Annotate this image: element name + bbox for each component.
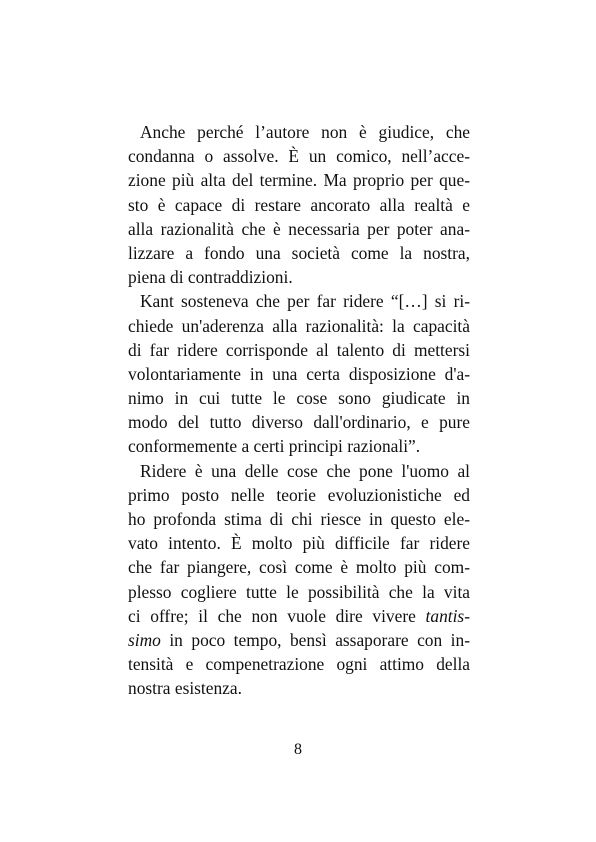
paragraph-1 [128, 120, 470, 289]
text-line: modo del tutto diverso dall'ordinario, e pure [128, 412, 470, 433]
text-line [128, 604, 470, 628]
text-line: conformemente a certi principi razionali”. [128, 436, 421, 457]
text-line: plesso cogliere tutte le possibilità che la vita [128, 581, 470, 602]
text-line: piena di contraddizioni. [128, 267, 293, 288]
text-line: Kant sosteneva che per far ridere “[…] si ri- [140, 291, 470, 312]
text-line: nostra esistenza. [128, 678, 242, 699]
text-line: tensità e compenetrazione ogni attimo della [128, 654, 470, 675]
page-number: 8 [294, 741, 302, 758]
italic-word: simo [128, 629, 161, 650]
text-line: condanna o assolve. È un comico, nell’acce- [128, 146, 470, 167]
text-line: primo posto nelle teorie evoluzionistiche ed [128, 484, 470, 505]
text-line: sto è capace di restare ancorato alla realtà e [128, 194, 470, 215]
text-line: alla razionalità che è necessaria per poter ana- [128, 218, 470, 239]
text-line [128, 628, 470, 652]
italic-word: tantis- [425, 605, 470, 626]
text-line: che far piangere, così come è molto più com- [128, 557, 470, 578]
text-line: volontariamente in una certa disposizione d'a- [128, 363, 470, 384]
text-segment: ci offre; il che non vuole dire vivere [128, 605, 426, 626]
text-line: di far ridere corrisponde al talento di mettersi [128, 339, 470, 360]
text-line: ho profonda stima di chi riesce in questo ele- [128, 509, 470, 529]
text-line: lizzare a fondo una società come la nostra, [128, 242, 470, 263]
text-line: Ridere è una delle cose che pone l'uomo al [140, 460, 470, 481]
text-line: zione più alta del termine. Ma proprio per que- [128, 170, 470, 191]
text-segment: in poco tempo, bensì assaporare con in- [160, 629, 470, 650]
text-line: chiede un'aderenza alla razionalità: la capacità [128, 315, 470, 336]
body-text [128, 120, 470, 701]
paragraph-3 [128, 459, 470, 701]
text-line: vato intento. È molto più difficile far ridere [128, 533, 470, 554]
text-line: nimo in cui tutte le cose sono giudicate in [128, 388, 470, 409]
text-line: Anche perché l’autore non è giudice, che [140, 122, 470, 142]
paragraph-2 [128, 289, 470, 458]
